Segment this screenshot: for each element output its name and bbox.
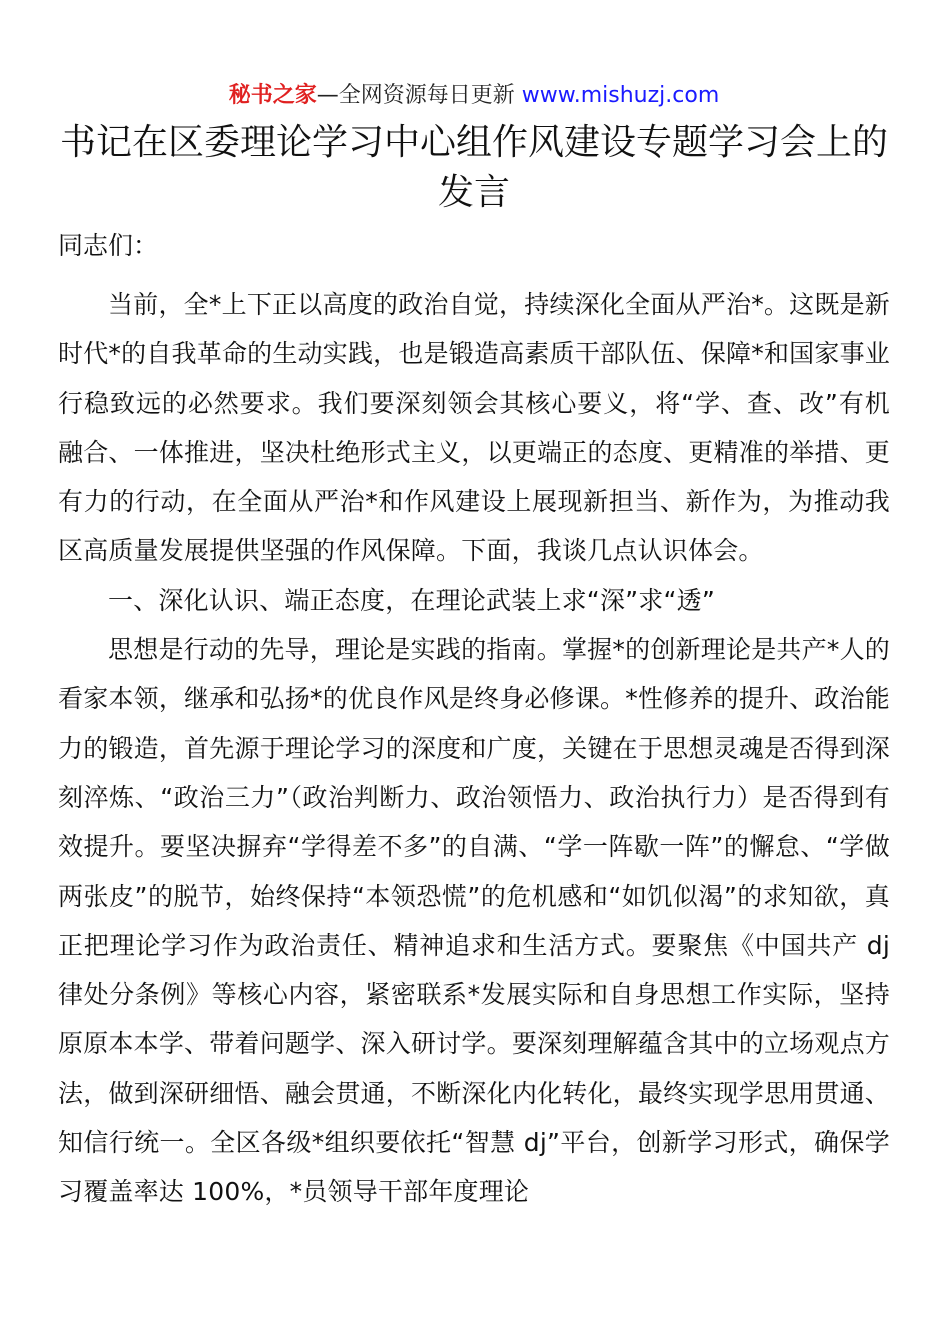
document-title: 书记在区委理论学习中心组作风建设专题学习会上的发言 — [59, 122, 888, 213]
paragraph-section-1: 思想是行动的先导，理论是实践的指南。掌握*的创新理论是共产*人的看家本领，继承和弘扬*的优良作风是终身必修课。*性修养的提升、政治能力的锻造，首先源于理论学习的深度和广度，关键在于思想灵魂是否得到深刻淬炼、“政治三力”（政治判断力、政治领悟力、政治执行力）是否得到有效提升。要坚决摒弃“学得差不多”的自满、“学一阵歇一阵”的懈怠、“学做两张皮”的脱节，始终保持“本领恐慌”的危机感和“如饥似渴”的求知欲，真正把理论学习作为政治责任、精神追求和生活方式。要聚焦《中国共产 dj 律处分条例》等核心内容，紧密联系*发展实际和自身思想工作实际，坚持原原本本学、带着问题学、深入研讨学。要深刻理解蕴含其中的立场观点方法，做到深研细悟、融会贯通，不断深化内化转化，最终实现学思用贯通、知信行统一。全区各级*组织要依托“智慧 dj”平台，创新学习形式，确保学习覆盖率达 100%，*员领导干部年度理论 — [58, 635, 890, 1207]
site-url-link[interactable]: www.mishuzj.com — [521, 83, 720, 108]
site-tagline: —全网资源每日更新 — [316, 83, 522, 108]
site-header — [58, 80, 890, 112]
salutation: 同志们： — [58, 231, 159, 260]
document-body — [58, 280, 890, 1217]
site-brand: 秘书之家 — [228, 83, 317, 108]
section-heading-1: 一、深化认识、端正态度，在理论武装上求“深”求“透” — [108, 585, 716, 615]
paragraph-intro: 当前，全*上下正以高度的政治自觉，持续深化全面从严治*。这既是新时代*的自我革命的生动实践，也是锻造高素质干部队伍、保障*和国家事业行稳致远的必然要求。我们要深刻领会其核心要义，将“学、查、改”有机融合、一体推进，坚决杜绝形式主义，以更端正的态度、更精准的举措、更有力的行动，在全面从严治*和作风建设上展现新担当、新作为，为推动我区高质量发展提供坚强的作风保障。下面，我谈几点认识体会。 — [58, 290, 890, 566]
